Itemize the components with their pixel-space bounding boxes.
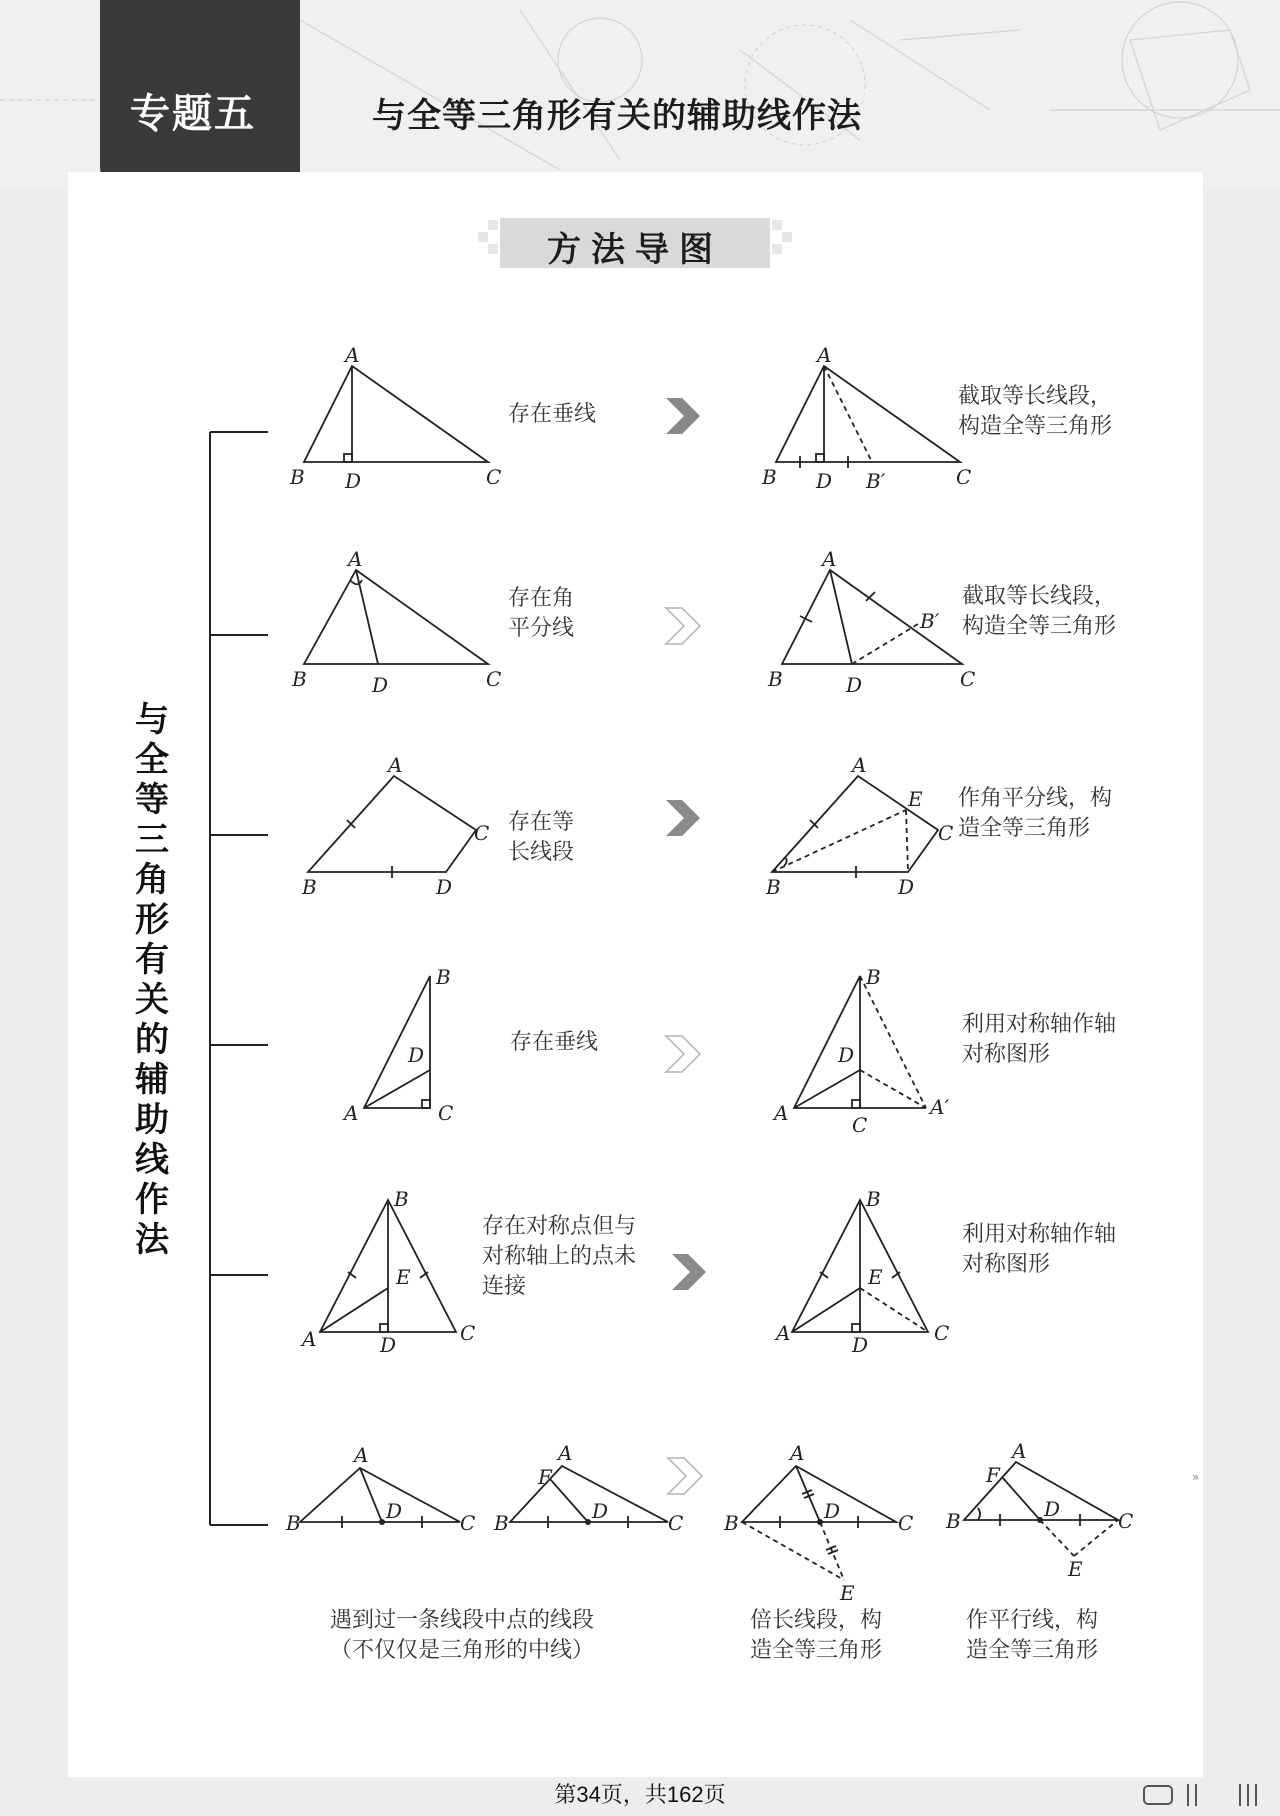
page-title: 与全等三角形有关的辅助线作法 (372, 96, 862, 136)
row6-fig3-label-a: A (790, 1441, 805, 1465)
row3-right-label-d: D (898, 875, 915, 899)
row6-fig1-label-c: C (460, 1511, 476, 1535)
row6-fig4-label-e: E (1068, 1557, 1083, 1581)
row6-fig2 (510, 1466, 668, 1528)
row6-fig1-label-b: B (286, 1511, 301, 1535)
row6-method-b: 作平行线，构 造全等三角形 (966, 1608, 1099, 1663)
row6-condition: 遇到过一条线段中点的线段 （不仅仅是三角形的中线） (330, 1608, 595, 1663)
row6-fig2-midpoint (585, 1519, 591, 1525)
row3-method: 作角平分线，构 造全等三角形 (958, 786, 1113, 841)
row1-left-label-c: C (486, 465, 502, 489)
row6-fig2-label-d: D (592, 1499, 609, 1523)
row2-left-figure (304, 570, 488, 664)
row6-fig2-label-a: A (558, 1441, 573, 1465)
row6-fig2-label-c: C (668, 1511, 684, 1535)
row4-right-label-aprime: A′ (930, 1095, 949, 1119)
row5-right-figure (792, 1200, 928, 1332)
row4-condition: 存在垂线 (510, 1030, 599, 1055)
row4-left-label-d: D (408, 1043, 425, 1067)
row6-fig1-label-a: A (354, 1443, 369, 1467)
row3-left-label-b: B (302, 875, 317, 899)
row6-arrow-icon (668, 1458, 702, 1494)
row3-right-label-a: A (852, 753, 867, 777)
row1-right-figure (776, 366, 960, 468)
row2-left-label-c: C (486, 667, 502, 691)
row6-fig4-label-d: D (1044, 1497, 1061, 1521)
row5-left-label-b: B (394, 1187, 409, 1211)
row6-method-a: 倍长线段，构 造全等三角形 (750, 1608, 883, 1663)
row6-fig2-label-f: F (538, 1465, 552, 1489)
row4-right-label-d: D (838, 1043, 855, 1067)
row1-arrow-icon (666, 398, 700, 434)
row3-left-label-a: A (388, 753, 403, 777)
row1-left-label-d: D (345, 469, 362, 493)
row5-left-label-c: C (460, 1321, 476, 1345)
row6-fig3-label-b: B (724, 1511, 739, 1535)
row2-right-label-a: A (822, 547, 837, 571)
row6-fig1 (300, 1468, 460, 1528)
row5-right-label-a: A (776, 1321, 791, 1345)
row3-left-label-d: D (436, 875, 453, 899)
row5-arrow-icon (672, 1254, 706, 1290)
row3-condition: 存在等 长线段 (508, 810, 575, 865)
row5-left-figure (320, 1200, 456, 1332)
row1-condition: 存在垂线 (508, 402, 597, 427)
row6-fig4-label-a: A (1012, 1439, 1027, 1463)
row4-right-figure (794, 976, 926, 1108)
row6-fig3-label-d: D (824, 1499, 841, 1523)
row6-fig1-label-d: D (386, 1499, 403, 1523)
row5-left-label-d: D (380, 1333, 397, 1357)
row4-right-label-b: B (866, 965, 881, 989)
row1-right-label-a: A (817, 343, 832, 367)
side-title: 与全等三角形有关的辅助线作法 (135, 700, 169, 1260)
row6-fig1-midpoint (379, 1519, 385, 1525)
row6-fig4-label-b: B (946, 1509, 961, 1533)
row5-right-label-c: C (934, 1321, 950, 1345)
row6-fig3-midpoint (817, 1519, 823, 1525)
row6-fig3-label-e: E (840, 1581, 855, 1605)
row1-left-figure (304, 366, 488, 462)
row2-right-label-bprime: B′ (920, 609, 940, 633)
page-edge-marks (1140, 1782, 1270, 1808)
topic-label: 专题五 (130, 91, 256, 137)
row6-fig4-label-c: C (1118, 1509, 1134, 1533)
row1-method: 截取等长线段， 构造全等三角形 (958, 384, 1113, 439)
section-title: 方法导图 (547, 230, 723, 270)
row2-method: 截取等长线段， 构造全等三角形 (962, 584, 1117, 639)
row6-fig4-label-f: F (986, 1463, 1000, 1487)
row3-arrow-icon (666, 800, 700, 836)
row4-left-label-b: B (436, 965, 451, 989)
row2-left-label-d: D (372, 673, 389, 697)
row4-left-label-a: A (344, 1101, 359, 1125)
row6-fig4-midpoint (1037, 1517, 1043, 1523)
row5-right-label-b: B (866, 1187, 881, 1211)
row1-left-label-a: A (345, 343, 360, 367)
page-number: 第34页，共162页 (554, 1782, 726, 1807)
row5-right-label-e: E (868, 1265, 883, 1289)
row4-method: 利用对称轴作轴 对称图形 (962, 1012, 1117, 1067)
row4-right-label-a: A (774, 1101, 789, 1125)
row2-right-label-d: D (846, 673, 863, 697)
row2-arrow-icon (666, 608, 700, 644)
row5-right-label-d: D (852, 1333, 869, 1357)
row3-left-figure (308, 776, 476, 878)
row5-left-label-e: E (396, 1265, 411, 1289)
row3-right-label-b: B (766, 875, 781, 899)
row3-right-label-e: E (908, 787, 923, 811)
row5-method: 利用对称轴作轴 对称图形 (962, 1222, 1117, 1277)
row4-arrow-icon (666, 1036, 700, 1072)
row1-right-label-b: B (762, 465, 777, 489)
row1-right-label-d: D (816, 469, 833, 493)
side-chevron-icon: » (1192, 1470, 1200, 1484)
row4-left-figure (364, 976, 430, 1108)
row1-right-label-bprime: B′ (866, 469, 886, 493)
row1-right-label-c: C (956, 465, 972, 489)
row6-fig2-label-b: B (494, 1511, 509, 1535)
row4-right-label-c: C (852, 1113, 868, 1137)
row2-condition: 存在角 平分线 (508, 586, 575, 641)
row2-left-label-a: A (348, 547, 363, 571)
row5-left-label-a: A (302, 1327, 317, 1351)
row5-condition: 存在对称点但与 对称轴上的点未 连接 (482, 1214, 637, 1299)
row1-left-label-b: B (290, 465, 305, 489)
row3-left-label-c: C (474, 821, 490, 845)
row2-right-label-c: C (960, 667, 976, 691)
row2-left-label-b: B (292, 667, 307, 691)
row2-right-label-b: B (768, 667, 783, 691)
row6-fig3-label-c: C (898, 1511, 914, 1535)
row4-left-label-c: C (438, 1101, 454, 1125)
row3-right-label-c: C (938, 821, 954, 845)
